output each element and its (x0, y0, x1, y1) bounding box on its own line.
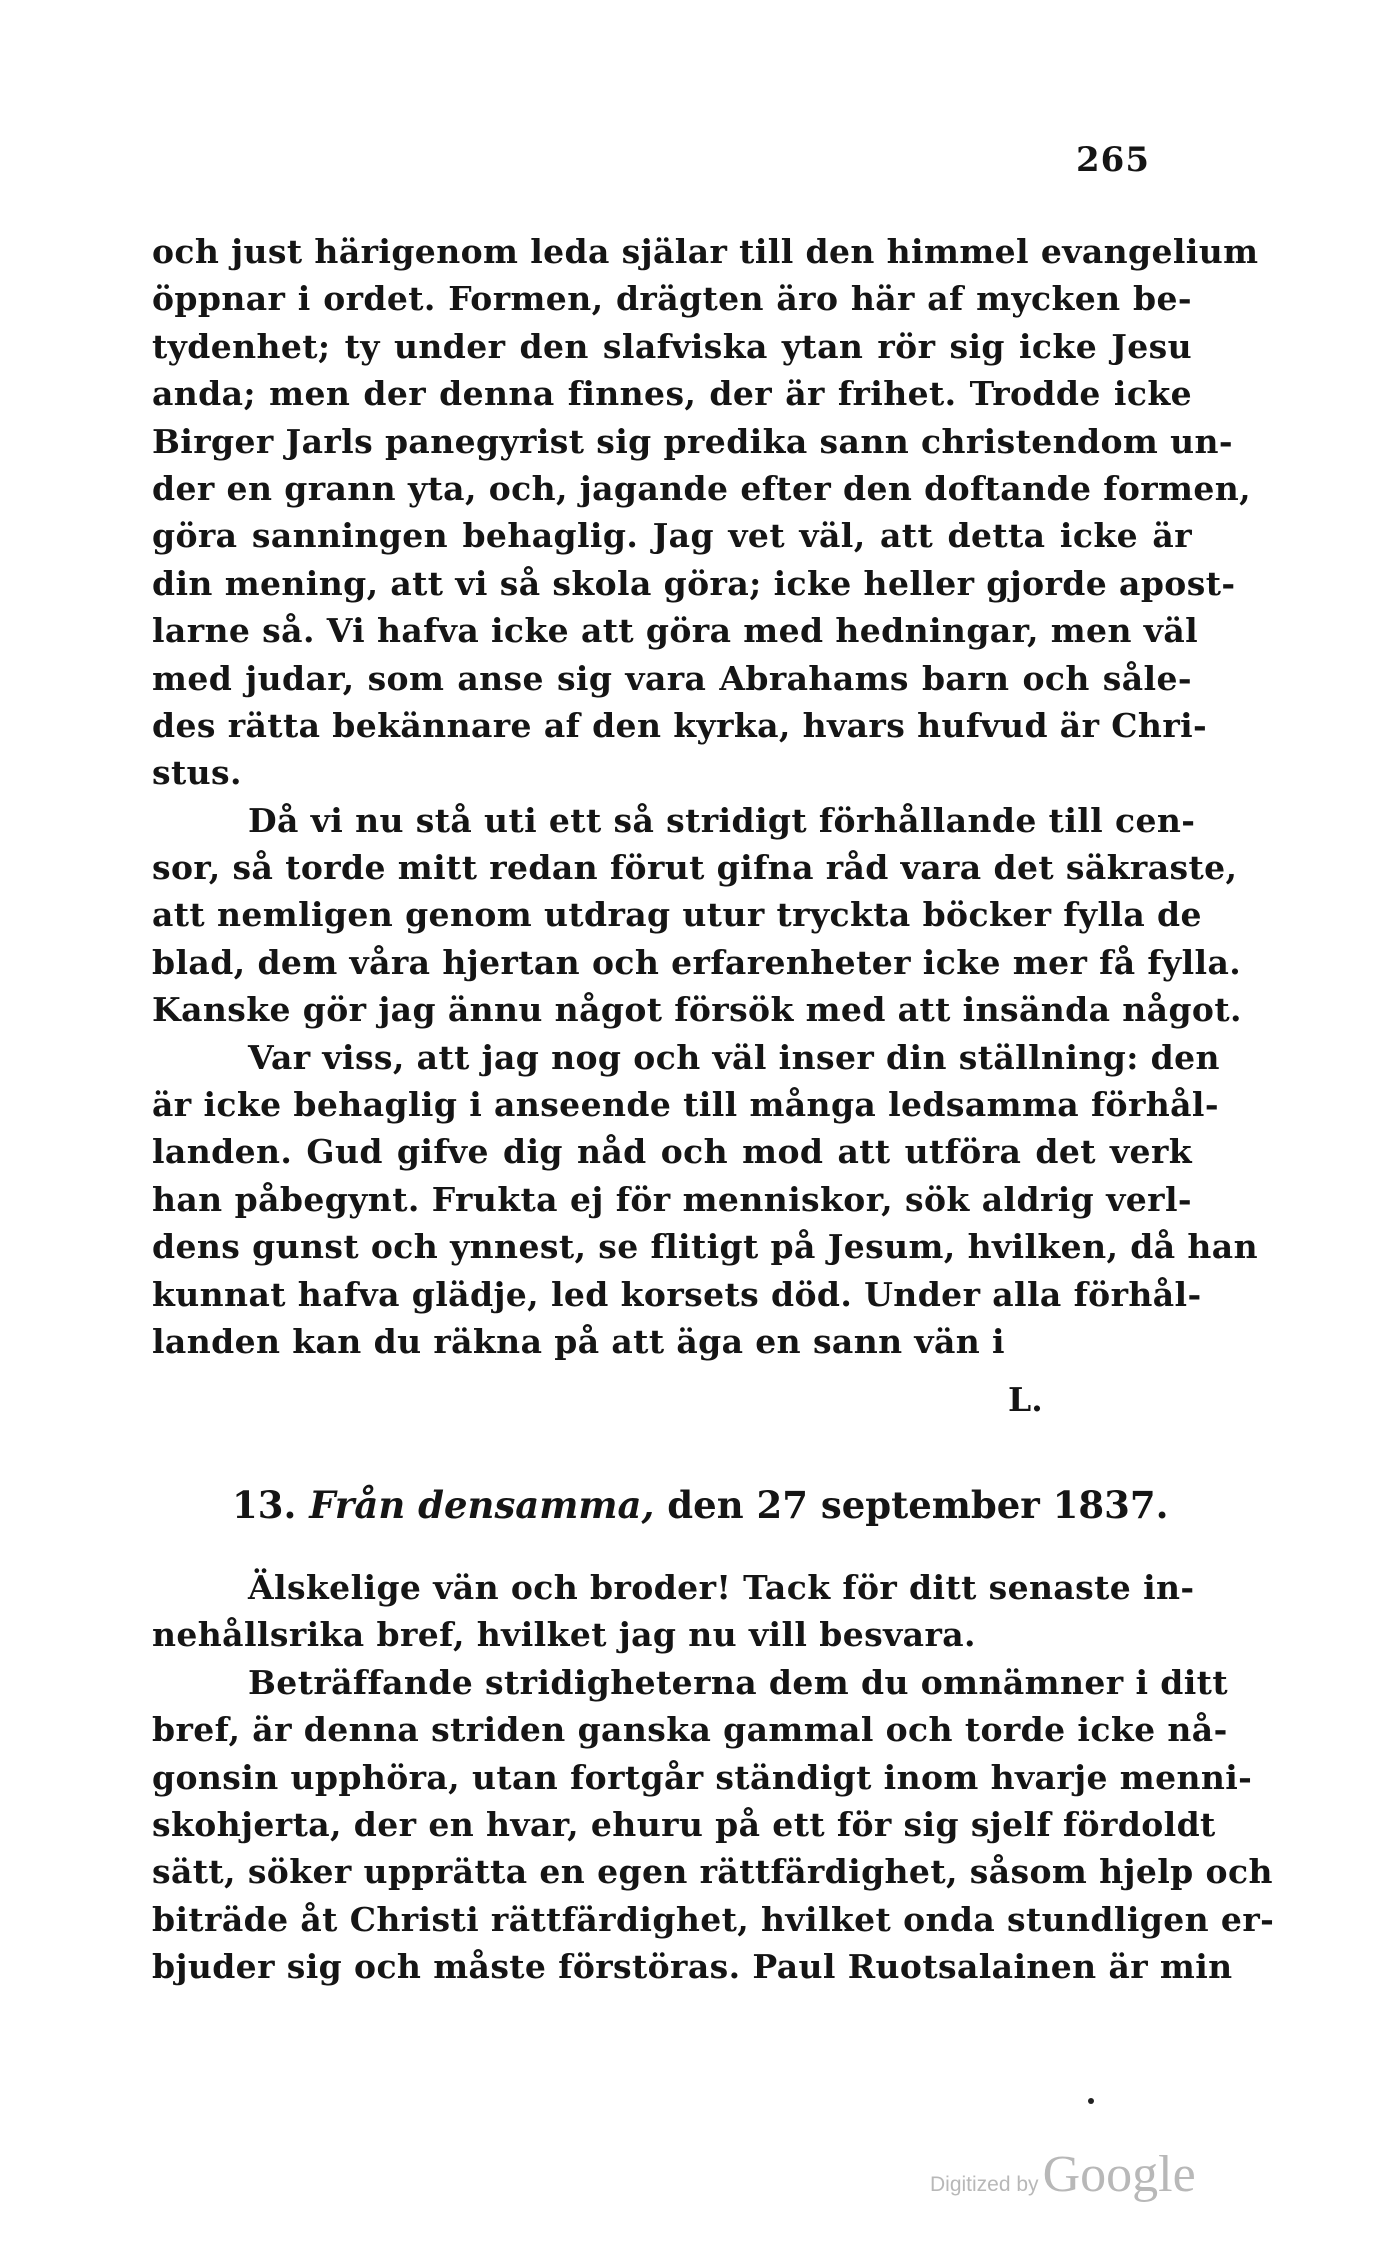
text-line: gonsin upphöra, utan fortgår ständigt inom hvarje menni- (152, 1757, 1253, 1797)
text-line: anda; men der denna finnes, der är frihet. Trodde icke (152, 374, 1192, 414)
text-line: larne så. Vi hafva icke att göra med hedningar, men väl (152, 611, 1199, 651)
text-line: med judar, som anse sig vara Abrahams barn och såle- (152, 658, 1192, 698)
text-line: bjuder sig och måste förstöras. Paul Ruotsalainen är min (152, 1947, 1233, 1987)
text-line: blad, dem våra hjertan och erfarenheter icke mer få fylla. (152, 942, 1242, 982)
letter-body-part1 (152, 228, 1259, 1365)
google-logo: Google (1042, 2146, 1196, 2203)
text-line: din mening, att vi så skola göra; icke heller gjorde apost- (152, 563, 1236, 603)
text-line: Då vi nu stå uti ett så stridigt förhållande till cen- (248, 800, 1196, 840)
text-line: biträde åt Christi rättfärdighet, hvilket onda stundligen er- (152, 1899, 1275, 1939)
ink-speck (1088, 2098, 1094, 2104)
text-line: des rätta bekännare af den kyrka, hvars hufvud är Chri- (152, 705, 1208, 745)
text-line: bref, är denna striden ganska gammal och torde icke nå- (152, 1710, 1228, 1750)
text-line: skohjerta, der en hvar, ehuru på ett för sig sjelf fördoldt (152, 1804, 1216, 1844)
text-line: göra sanningen behaglig. Jag vet väl, att detta icke är (152, 516, 1192, 556)
text-line: Älskelige vän och broder! Tack för ditt senaste in- (248, 1568, 1195, 1607)
text-line: att nemligen genom utdrag utur tryckta böcker fylla de (152, 895, 1202, 935)
watermark-prefix: Digitized by (930, 2173, 1039, 2196)
text-line: och just härigenom leda själar till den himmel evangelium (152, 232, 1259, 271)
text-line: Birger Jarls panegyrist sig predika sann christendom un- (152, 421, 1233, 461)
text-line: landen kan du räkna på att äga en sann vän i (152, 1321, 1005, 1361)
text-line: Var viss, att jag nog och väl inser din ställning: den (248, 1037, 1220, 1077)
text-line: öppnar i ordet. Formen, drägten äro här af mycken be- (152, 279, 1192, 319)
text-line: Kanske gör jag ännu något försök med att insända något. (152, 990, 1242, 1030)
letter-heading (232, 1483, 1169, 1527)
text-line: Beträffande stridigheterna dem du omnämner i ditt (248, 1662, 1228, 1702)
text-line: sätt, söker upprätta en egen rättfärdighet, såsom hjelp och (152, 1852, 1273, 1892)
digitized-watermark (930, 2145, 1196, 2204)
text-line: der en grann yta, och, jagande efter den doftande formen, (152, 468, 1252, 508)
text-line: landen. Gud gifve dig nåd och mod att utföra det verk (152, 1132, 1192, 1172)
letter-body-part2 (152, 1564, 1275, 1991)
text-line: tydenhet; ty under den slafviska ytan rör sig icke Jesu (152, 326, 1192, 366)
text-line: nehållsrika bref, hvilket jag nu vill besvara. (152, 1615, 976, 1655)
page-number: 265 (1076, 140, 1150, 180)
text-line: han påbegynt. Frukta ej för menniskor, sök aldrig verl- (152, 1179, 1192, 1219)
text-line: dens gunst och ynnest, se flitigt på Jesum, hvilken, då han (152, 1227, 1258, 1267)
signature: L. (1008, 1380, 1043, 1419)
text-line: kunnat hafva glädje, led korsets död. Under alla förhål- (152, 1274, 1202, 1314)
text-line: är icke behaglig i anseende till många ledsamma förhål- (152, 1085, 1219, 1125)
text-line: sor, så torde mitt redan förut gifna råd vara det säkraste, (152, 848, 1238, 888)
letter-number: 13. (232, 1483, 297, 1527)
text-line: stus. (152, 753, 242, 793)
letter-title: Från densamma, (309, 1483, 655, 1527)
letter-date: den 27 september 1837. (667, 1483, 1169, 1527)
